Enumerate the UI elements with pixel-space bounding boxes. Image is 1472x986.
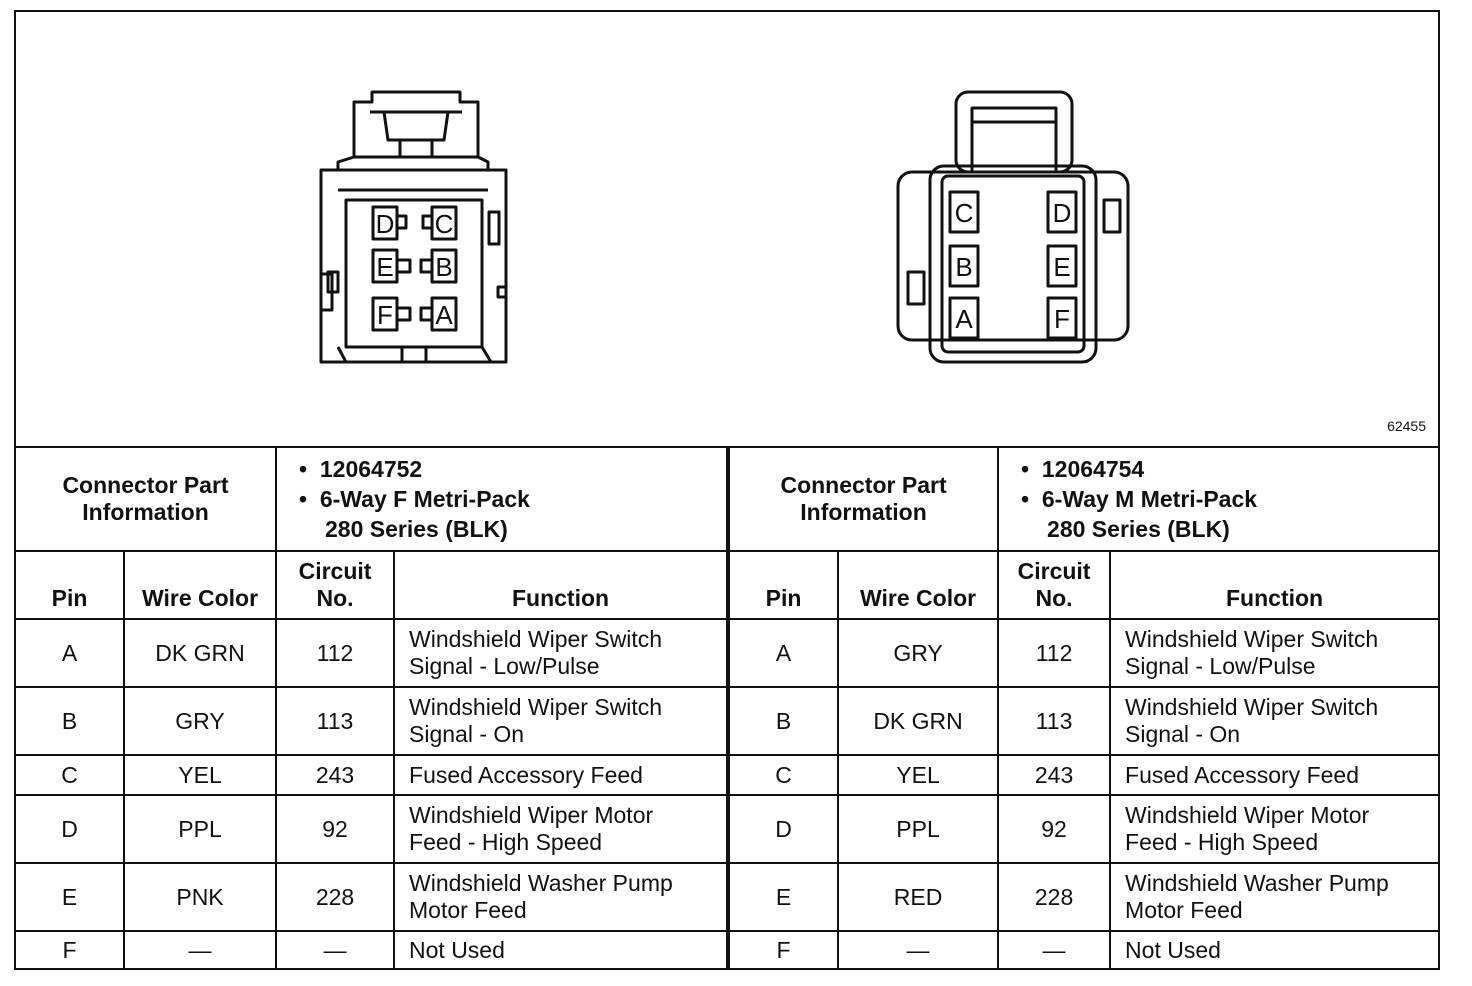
female-pin-label-f: F: [377, 300, 393, 330]
left-part-desc: 6-Way F Metri-Pack: [319, 486, 530, 512]
male-pin-label-e: E: [1053, 252, 1071, 282]
male-connector-drawing: [898, 92, 1128, 362]
right-function: Windshield Wiper Switch Signal - Low/Pulse: [1110, 619, 1438, 687]
right-circuit: 228: [998, 863, 1110, 931]
left-pin: B: [16, 687, 124, 755]
right-function: Windshield Wiper Motor Feed - High Speed: [1110, 795, 1438, 863]
connector-illustration-area: [16, 12, 1438, 448]
left-pin: D: [16, 795, 124, 863]
left-pin: E: [16, 863, 124, 931]
female-pin-label-b: B: [435, 252, 453, 282]
right-pin-header: Pin: [728, 551, 838, 619]
left-wire-color: YEL: [124, 755, 276, 795]
right-part-series: 280 Series (BLK): [1047, 516, 1230, 542]
male-pin-label-c: C: [954, 198, 974, 228]
right-pin: B: [728, 687, 838, 755]
right-wire-color: —: [838, 931, 998, 969]
right-part-info: • 12064754 • 6-Way M Metri-Pack 280 Series (BLK): [998, 447, 1438, 551]
left-function: Not Used: [394, 931, 728, 969]
header-row: [16, 551, 1438, 619]
left-pin: A: [16, 619, 124, 687]
connector-drawings: [16, 12, 1438, 444]
left-function-header: Function: [394, 551, 728, 619]
right-pin: A: [728, 619, 838, 687]
right-pin: C: [728, 755, 838, 795]
left-function: Windshield Wiper Motor Feed - High Speed: [394, 795, 728, 863]
right-function: Fused Accessory Feed: [1110, 755, 1438, 795]
right-function: Windshield Washer Pump Motor Feed: [1110, 863, 1438, 931]
left-wire-color: —: [124, 931, 276, 969]
left-wire-color: PPL: [124, 795, 276, 863]
right-pin: E: [728, 863, 838, 931]
right-function: Windshield Wiper Switch Signal - On: [1110, 687, 1438, 755]
female-pin-label-c: C: [434, 209, 454, 239]
female-connector-drawing: [321, 92, 506, 362]
male-pin-label-b: B: [955, 252, 973, 282]
right-wire-color: YEL: [838, 755, 998, 795]
right-circuit: 113: [998, 687, 1110, 755]
left-function: Windshield Washer Pump Motor Feed: [394, 863, 728, 931]
male-pin-label-d: D: [1052, 198, 1072, 228]
left-function: Windshield Wiper Switch Signal - On: [394, 687, 728, 755]
right-pin: F: [728, 931, 838, 969]
male-pin-label-a: A: [955, 304, 973, 334]
male-pin-label-f: F: [1054, 304, 1070, 334]
right-wire-color-header: Wire Color: [838, 551, 998, 619]
right-wire-color: GRY: [838, 619, 998, 687]
left-pin: C: [16, 755, 124, 795]
left-circuit: 243: [276, 755, 394, 795]
right-pin: D: [728, 795, 838, 863]
table-row: [16, 687, 1438, 755]
right-circuit: 112: [998, 619, 1110, 687]
right-circuit-header: Circuit No.: [998, 551, 1110, 619]
left-circuit: 228: [276, 863, 394, 931]
left-circuit: 113: [276, 687, 394, 755]
right-function-header: Function: [1110, 551, 1438, 619]
left-function: Fused Accessory Feed: [394, 755, 728, 795]
figure-id: 62455: [1387, 418, 1426, 434]
left-part-info: • 12064752 • 6-Way F Metri-Pack 280 Series (BLK): [276, 447, 728, 551]
right-wire-color: RED: [838, 863, 998, 931]
left-circuit: 92: [276, 795, 394, 863]
left-function: Windshield Wiper Switch Signal - Low/Pulse: [394, 619, 728, 687]
left-circuit: —: [276, 931, 394, 969]
right-circuit: 243: [998, 755, 1110, 795]
right-wire-color: PPL: [838, 795, 998, 863]
left-circuit: 112: [276, 619, 394, 687]
left-part-number: 12064752: [319, 456, 423, 482]
right-function: Not Used: [1110, 931, 1438, 969]
right-part-info-label: Connector Part Information: [728, 447, 998, 551]
right-circuit: 92: [998, 795, 1110, 863]
left-pin: F: [16, 931, 124, 969]
female-pin-label-e: E: [376, 252, 394, 282]
left-wire-color: PNK: [124, 863, 276, 931]
left-circuit-header: Circuit No.: [276, 551, 394, 619]
left-part-series: 280 Series (BLK): [325, 516, 508, 542]
table-row: [16, 755, 1438, 795]
right-part-number: 12064754: [1041, 456, 1145, 482]
female-pin-label-d: D: [375, 209, 395, 239]
right-circuit: —: [998, 931, 1110, 969]
table-row: [16, 931, 1438, 969]
left-wire-color-header: Wire Color: [124, 551, 276, 619]
right-part-desc: 6-Way M Metri-Pack: [1041, 486, 1258, 512]
left-pin-header: Pin: [16, 551, 124, 619]
connector-pinout-table: [16, 446, 1438, 969]
table-row: [16, 795, 1438, 863]
left-wire-color: GRY: [124, 687, 276, 755]
left-part-info-label: Connector Part Information: [16, 447, 276, 551]
left-wire-color: DK GRN: [124, 619, 276, 687]
table-row: [16, 863, 1438, 931]
part-info-row: [16, 447, 1438, 551]
right-wire-color: DK GRN: [838, 687, 998, 755]
wiring-connector-sheet: [14, 10, 1440, 970]
female-pin-label-a: A: [435, 300, 453, 330]
table-row: [16, 619, 1438, 687]
